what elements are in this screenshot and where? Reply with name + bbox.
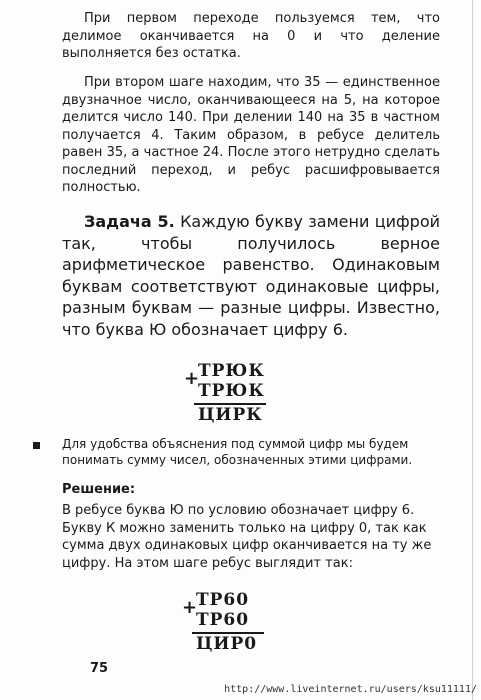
sum-line (194, 403, 266, 405)
note-text: Для удобства объяснения под суммой цифр мы будем понимать сумму чисел, обозначенных этими цифрами. (62, 437, 413, 467)
solution-step-1: В ребусе буква Ю по условию обозначает цифру 6. (62, 503, 415, 518)
rebus-addend-2: ТР60 (196, 610, 250, 630)
task-label: Задача 5. (84, 212, 175, 231)
rebus-sum: ЦИР0 (196, 634, 258, 654)
task-5 (62, 211, 440, 340)
paragraph-second-step: При втором шаге находим, что 35 — единственное двузначное число, оканчивающееся на 5, на которое делится число 140. При делении 140 на 35 в частном получается 4. Таким образом, в ребусе делитель равен 35, а частное 24. После этого нетрудно сделать последний переход, и ребус расшифровывается полностью. (62, 75, 440, 195)
task-text: Каждую букву замени цифрой так, чтобы получилось верное арифметическое равенство. Одинаковым буквам соответствуют одинаковые цифры, разным буквам — разные цифры. Известно, что буква Ю обозначает цифру 6. (62, 212, 440, 339)
watermark-url: http://www.liveinternet.ru/users/ksu11111/ (224, 684, 477, 695)
rebus-addend-1: ТРЮК (198, 361, 265, 381)
paragraph-first-step: При первом переходе пользуемся тем, что делимое оканчивается на 0 и что деление выполняется без остатка. (62, 11, 440, 61)
rebus-addend-2: ТРЮК (198, 381, 265, 401)
rebus-letters (184, 361, 278, 425)
note-bullet-icon (33, 442, 40, 449)
solution-step-2: Букву К можно заменить только на цифру 0, так как сумма двух одинаковых цифр оканчивается на ту же цифру. На этом шаге ребус выглядит так: (62, 520, 432, 571)
plus-sign: + (182, 597, 199, 618)
solution-text (62, 502, 452, 572)
solution-heading: Решение: (62, 482, 136, 497)
page-edge (472, 0, 473, 700)
rebus-sum: ЦИРК (198, 405, 263, 425)
rebus-addend-1: ТР60 (196, 590, 250, 610)
sum-line (192, 632, 264, 634)
page-number: 75 (90, 661, 109, 676)
rebus-partial (182, 590, 276, 654)
plus-sign: + (184, 368, 201, 389)
